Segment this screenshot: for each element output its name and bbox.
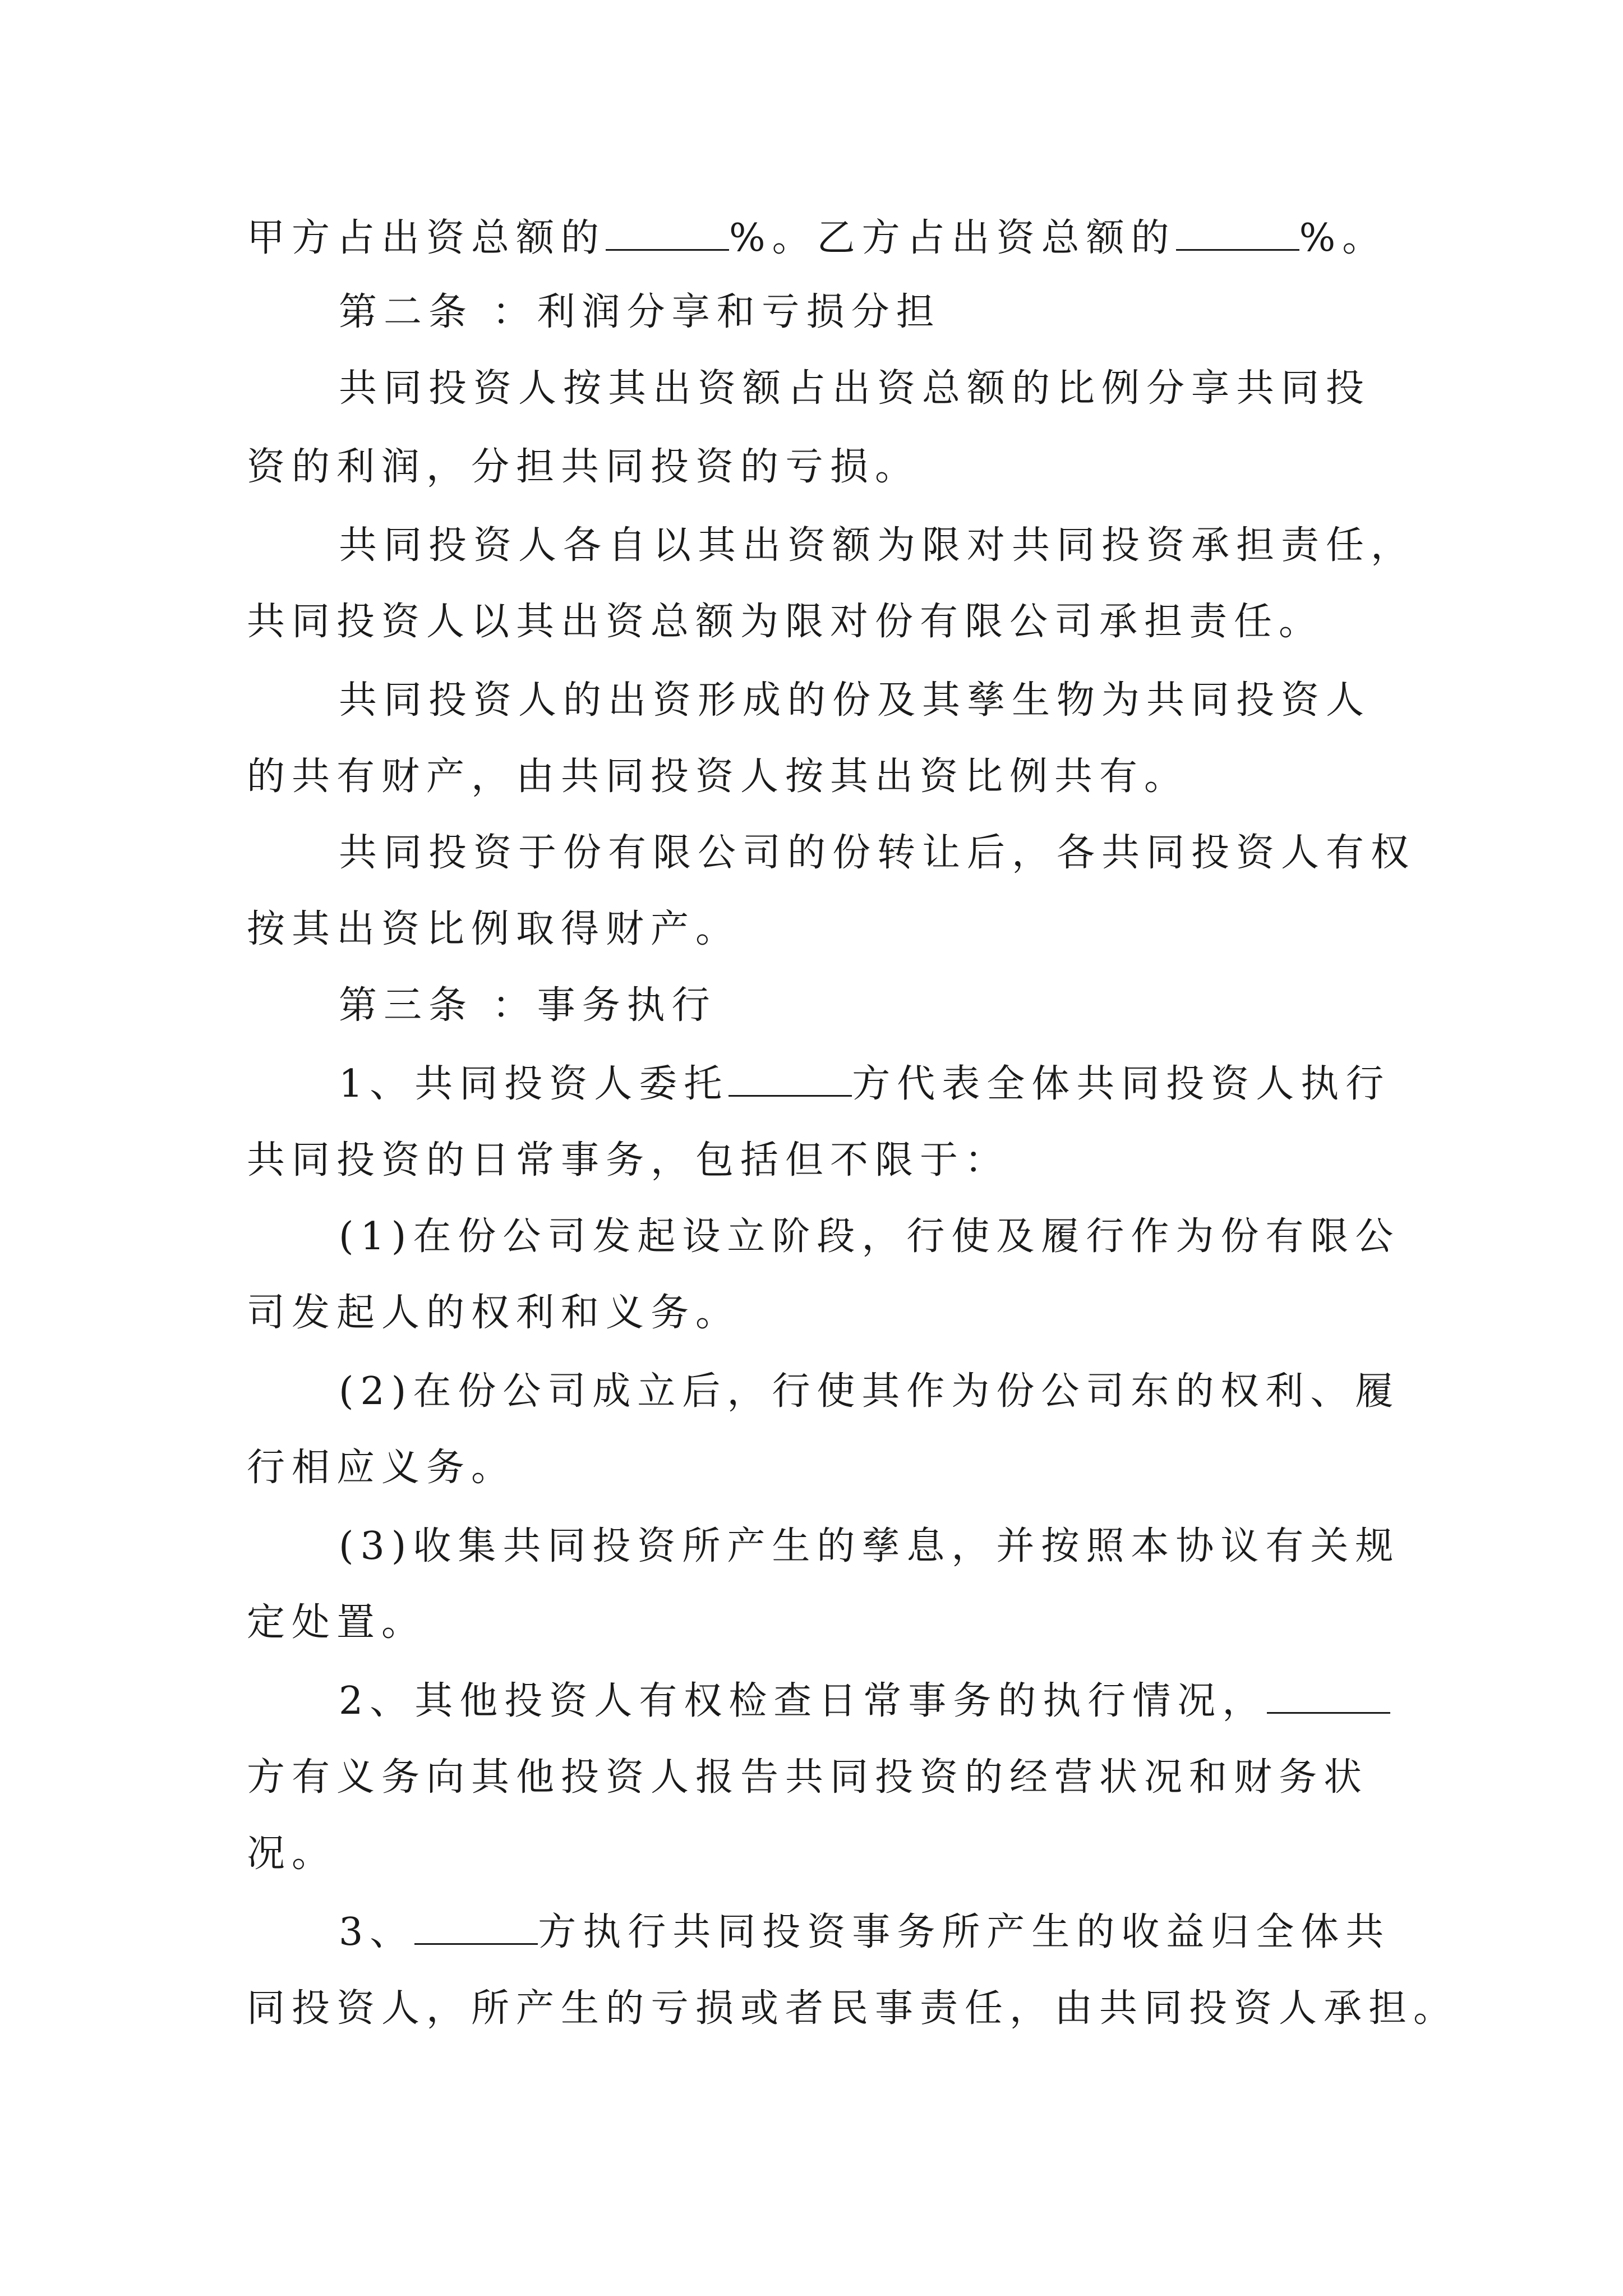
fill-in-blank (414, 1912, 538, 1945)
text-line (339, 1907, 1390, 1958)
text-line: 共同投资人的出资形成的份及其孳生物为共同投资人 (339, 678, 1371, 723)
fill-in-blank (1176, 218, 1299, 251)
text-line (247, 213, 1387, 264)
text-segment: 1、共同投资人委托 (339, 1062, 729, 1106)
fill-in-blank (1267, 1681, 1390, 1714)
text-line: 方有义务向其他投资人报告共同投资的经营状况和财务状 (247, 1755, 1369, 1800)
text-segment: %。乙方占出资总额的 (729, 216, 1176, 260)
text-line: 的共有财产，由共同投资人按其出资比例共有。 (247, 754, 1189, 799)
text-segment: 3、 (339, 1910, 415, 1954)
fill-in-blank (728, 1064, 852, 1097)
text-line: 共同投资人以其出资总额为限对份有限公司承担责任。 (247, 600, 1324, 644)
text-segment: 2、其他投资人有权检查日常事务的执行情况， (339, 1679, 1267, 1723)
section-heading: 第三条 ：事务执行 (339, 983, 717, 1028)
text-segment: %。 (1299, 216, 1387, 260)
text-line (339, 1059, 1390, 1110)
text-line: 共同投资的日常事务，包括但不限于： (247, 1138, 1010, 1182)
text-segment: 甲方占出资总额的 (247, 216, 606, 260)
text-line: 况。 (247, 1832, 337, 1876)
section-heading: 第二条 ：利润分享和亏损分担 (339, 290, 941, 334)
list-item: (3)收集共同投资所产生的孳息，并按照本协议有关规 (339, 1524, 1400, 1568)
fill-in-blank (606, 218, 729, 251)
text-line (339, 1676, 1390, 1727)
text-line: 共同投资人按其出资额占出资总额的比例分享共同投 (339, 366, 1371, 411)
text-line: 资的利润，分担共同投资的亏损。 (247, 445, 920, 489)
text-line: 司发起人的权利和义务。 (247, 1291, 741, 1335)
list-item: (1)在份公司发起设立阶段，行使及履行作为份有限公 (339, 1214, 1400, 1259)
text-line: 同投资人，所产生的亏损或者民事责任，由共同投资人承担。 (247, 1986, 1459, 2031)
text-line: 共同投资于份有限公司的份转让后，各共同投资人有权 (339, 831, 1416, 875)
text-segment: 方执行共同投资事务所产生的收益归全体共 (538, 1910, 1391, 1954)
text-line: 共同投资人各自以其出资额为限对共同投资承担责任， (339, 523, 1416, 568)
text-segment: 方代表全体共同投资人执行 (852, 1062, 1391, 1106)
list-item: (2)在份公司成立后，行使其作为份公司东的权利、履 (339, 1369, 1400, 1414)
text-line: 定处置。 (247, 1600, 427, 1645)
text-line: 行相应义务。 (247, 1446, 517, 1490)
text-line: 按其出资比例取得财产。 (247, 907, 741, 951)
